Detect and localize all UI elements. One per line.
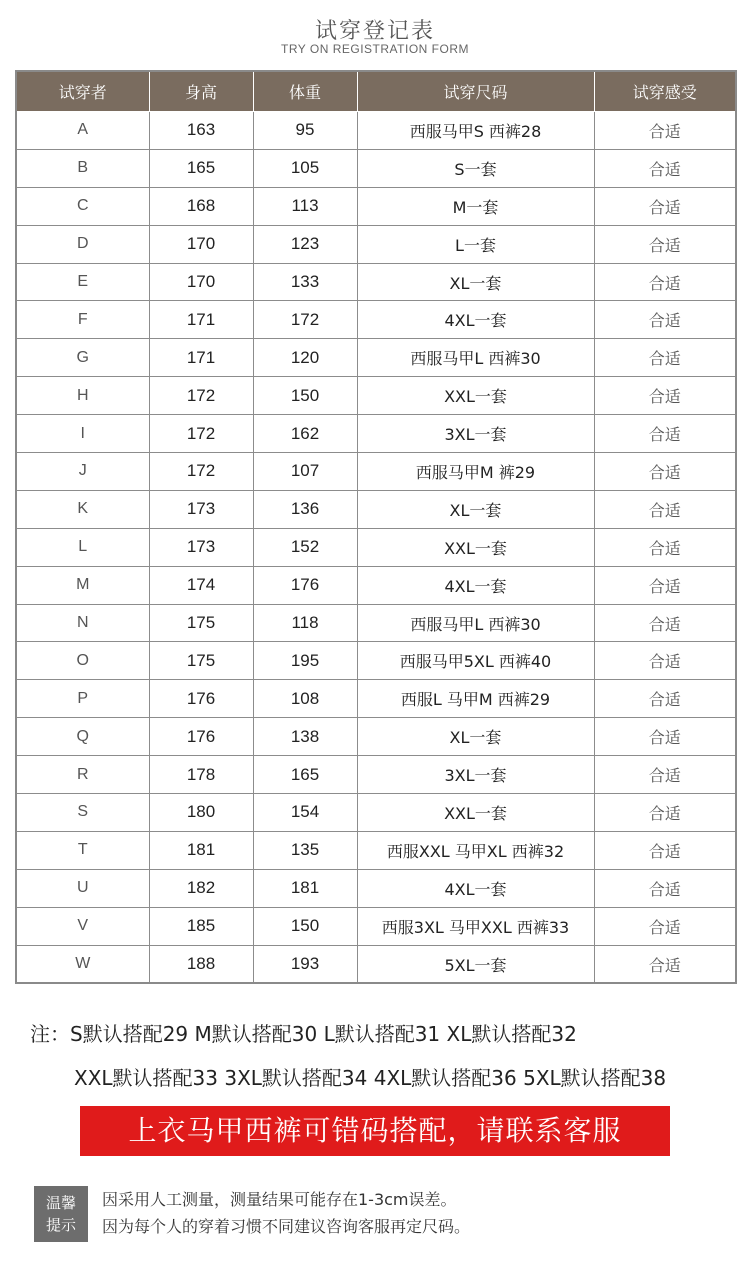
registration-table-wrapper xyxy=(15,70,735,984)
tips-badge-line-1: 温馨 xyxy=(45,1194,76,1212)
cell-size: 西服马甲S 西裤28 xyxy=(357,112,594,150)
cell-feel: 合适 xyxy=(594,566,736,604)
cell-height: 165 xyxy=(149,149,253,187)
cell-feel: 合适 xyxy=(594,604,736,642)
cell-feel: 合适 xyxy=(594,225,736,263)
cell-feel: 合适 xyxy=(594,945,736,983)
table-row xyxy=(16,112,736,150)
cell-feel: 合适 xyxy=(594,528,736,566)
cell-size: L一套 xyxy=(357,225,594,263)
table-row xyxy=(16,566,736,604)
cell-size: 西服3XL 马甲XXL 西裤33 xyxy=(357,907,594,945)
cell-size: 3XL一套 xyxy=(357,756,594,794)
table-row xyxy=(16,604,736,642)
cell-feel: 合适 xyxy=(594,415,736,453)
cell-feel: 合适 xyxy=(594,187,736,225)
cell-tester: D xyxy=(16,225,149,263)
cell-feel: 合适 xyxy=(594,794,736,832)
cell-weight: 95 xyxy=(253,112,357,150)
cell-weight: 113 xyxy=(253,187,357,225)
cell-tester: M xyxy=(16,566,149,604)
cell-size: 西服马甲M 裤29 xyxy=(357,453,594,491)
cell-feel: 合适 xyxy=(594,263,736,301)
cell-height: 172 xyxy=(149,453,253,491)
cell-height: 185 xyxy=(149,907,253,945)
size-note-line-2: XXL默认搭配33 3XL默认搭配34 4XL默认搭配36 5XL默认搭配38 xyxy=(74,1066,667,1090)
cell-height: 175 xyxy=(149,604,253,642)
cell-height: 170 xyxy=(149,225,253,263)
cell-tester: F xyxy=(16,301,149,339)
cell-tester: U xyxy=(16,869,149,907)
cell-size: 4XL一套 xyxy=(357,301,594,339)
cell-tester: J xyxy=(16,453,149,491)
cell-feel: 合适 xyxy=(594,756,736,794)
cell-feel: 合适 xyxy=(594,149,736,187)
cell-tester: E xyxy=(16,263,149,301)
size-note-line-1: 注：S默认搭配29 M默认搭配30 L默认搭配31 XL默认搭配32 xyxy=(30,1022,577,1046)
cell-weight: 150 xyxy=(253,907,357,945)
cell-height: 170 xyxy=(149,263,253,301)
cell-weight: 176 xyxy=(253,566,357,604)
table-row xyxy=(16,225,736,263)
cell-feel: 合适 xyxy=(594,490,736,528)
cell-size: 西服L 马甲M 西裤29 xyxy=(357,680,594,718)
cell-weight: 135 xyxy=(253,831,357,869)
cell-height: 172 xyxy=(149,415,253,453)
table-row xyxy=(16,377,736,415)
table-row xyxy=(16,453,736,491)
column-header-tester: 试穿者 xyxy=(16,71,149,112)
cell-tester: O xyxy=(16,642,149,680)
cell-weight: 152 xyxy=(253,528,357,566)
table-row xyxy=(16,642,736,680)
table-row xyxy=(16,490,736,528)
cell-height: 175 xyxy=(149,642,253,680)
cell-weight: 165 xyxy=(253,756,357,794)
cell-tester: B xyxy=(16,149,149,187)
table-row xyxy=(16,907,736,945)
cell-weight: 133 xyxy=(253,263,357,301)
cell-tester: S xyxy=(16,794,149,832)
cell-tester: P xyxy=(16,680,149,718)
cell-size: 西服马甲L 西裤30 xyxy=(357,604,594,642)
column-header-size: 试穿尺码 xyxy=(357,71,594,112)
cell-size: 西服马甲5XL 西裤40 xyxy=(357,642,594,680)
cell-weight: 108 xyxy=(253,680,357,718)
table-row xyxy=(16,794,736,832)
cell-size: XL一套 xyxy=(357,718,594,756)
tips-badge xyxy=(34,1186,88,1242)
cell-tester: H xyxy=(16,377,149,415)
cell-feel: 合适 xyxy=(594,453,736,491)
cell-size: XXL一套 xyxy=(357,377,594,415)
cell-height: 174 xyxy=(149,566,253,604)
cell-size: 4XL一套 xyxy=(357,869,594,907)
cell-feel: 合适 xyxy=(594,339,736,377)
cell-size: XL一套 xyxy=(357,490,594,528)
cell-size: S一套 xyxy=(357,149,594,187)
cell-weight: 136 xyxy=(253,490,357,528)
cell-weight: 162 xyxy=(253,415,357,453)
cell-height: 168 xyxy=(149,187,253,225)
cell-weight: 193 xyxy=(253,945,357,983)
table-row xyxy=(16,680,736,718)
table-row xyxy=(16,869,736,907)
table-row xyxy=(16,718,736,756)
table-row xyxy=(16,263,736,301)
cell-size: 西服马甲L 西裤30 xyxy=(357,339,594,377)
cell-height: 178 xyxy=(149,756,253,794)
cell-height: 171 xyxy=(149,339,253,377)
cell-tester: G xyxy=(16,339,149,377)
tips-line-1: 因采用人工测量，测量结果可能存在1-3cm误差。 xyxy=(102,1190,457,1209)
column-header-feel: 试穿感受 xyxy=(594,71,736,112)
table-row xyxy=(16,339,736,377)
cell-weight: 123 xyxy=(253,225,357,263)
cell-tester: A xyxy=(16,112,149,150)
cell-height: 163 xyxy=(149,112,253,150)
table-row xyxy=(16,415,736,453)
cell-tester: K xyxy=(16,490,149,528)
tips-section xyxy=(34,1186,724,1242)
cell-size: XL一套 xyxy=(357,263,594,301)
cell-feel: 合适 xyxy=(594,642,736,680)
cell-size: 3XL一套 xyxy=(357,415,594,453)
cell-weight: 118 xyxy=(253,604,357,642)
cell-tester: R xyxy=(16,756,149,794)
tips-badge-line-2: 提示 xyxy=(45,1216,76,1234)
cell-height: 176 xyxy=(149,680,253,718)
column-header-weight: 体重 xyxy=(253,71,357,112)
cell-size: 5XL一套 xyxy=(357,945,594,983)
cell-height: 176 xyxy=(149,718,253,756)
cell-weight: 150 xyxy=(253,377,357,415)
cell-height: 173 xyxy=(149,490,253,528)
cell-feel: 合适 xyxy=(594,377,736,415)
cell-feel: 合适 xyxy=(594,112,736,150)
page-subtitle: TRY ON REGISTRATION FORM xyxy=(280,42,469,56)
cell-weight: 120 xyxy=(253,339,357,377)
cell-weight: 181 xyxy=(253,869,357,907)
mix-size-banner: 上衣马甲西裤可错码搭配，请联系客服 xyxy=(80,1106,670,1156)
table-row xyxy=(16,149,736,187)
cell-weight: 154 xyxy=(253,794,357,832)
cell-weight: 195 xyxy=(253,642,357,680)
cell-tester: N xyxy=(16,604,149,642)
table-row xyxy=(16,528,736,566)
cell-height: 182 xyxy=(149,869,253,907)
table-row xyxy=(16,831,736,869)
cell-feel: 合适 xyxy=(594,301,736,339)
cell-tester: Q xyxy=(16,718,149,756)
table-body xyxy=(16,112,736,984)
cell-height: 173 xyxy=(149,528,253,566)
cell-weight: 172 xyxy=(253,301,357,339)
cell-size: 西服XXL 马甲XL 西裤32 xyxy=(357,831,594,869)
page-title: 试穿登记表 xyxy=(314,19,435,44)
tips-line-2: 因为每个人的穿着习惯不同建议咨询客服再定尺码。 xyxy=(102,1217,471,1236)
cell-tester: V xyxy=(16,907,149,945)
cell-tester: I xyxy=(16,415,149,453)
tips-text xyxy=(102,1186,470,1240)
cell-feel: 合适 xyxy=(594,869,736,907)
cell-weight: 105 xyxy=(253,149,357,187)
table-header-row xyxy=(16,71,736,112)
cell-weight: 107 xyxy=(253,453,357,491)
cell-size: XXL一套 xyxy=(357,528,594,566)
column-header-height: 身高 xyxy=(149,71,253,112)
cell-feel: 合适 xyxy=(594,831,736,869)
cell-height: 172 xyxy=(149,377,253,415)
table-row xyxy=(16,187,736,225)
cell-height: 180 xyxy=(149,794,253,832)
cell-size: 4XL一套 xyxy=(357,566,594,604)
cell-tester: T xyxy=(16,831,149,869)
registration-table xyxy=(15,70,737,984)
cell-size: M一套 xyxy=(357,187,594,225)
table-row xyxy=(16,756,736,794)
size-notes xyxy=(30,1012,740,1100)
cell-height: 181 xyxy=(149,831,253,869)
table-row xyxy=(16,301,736,339)
cell-height: 171 xyxy=(149,301,253,339)
cell-tester: W xyxy=(16,945,149,983)
cell-weight: 138 xyxy=(253,718,357,756)
cell-height: 188 xyxy=(149,945,253,983)
cell-tester: C xyxy=(16,187,149,225)
table-row xyxy=(16,945,736,983)
cell-tester: L xyxy=(16,528,149,566)
cell-size: XXL一套 xyxy=(357,794,594,832)
cell-feel: 合适 xyxy=(594,907,736,945)
cell-feel: 合适 xyxy=(594,680,736,718)
cell-feel: 合适 xyxy=(594,718,736,756)
